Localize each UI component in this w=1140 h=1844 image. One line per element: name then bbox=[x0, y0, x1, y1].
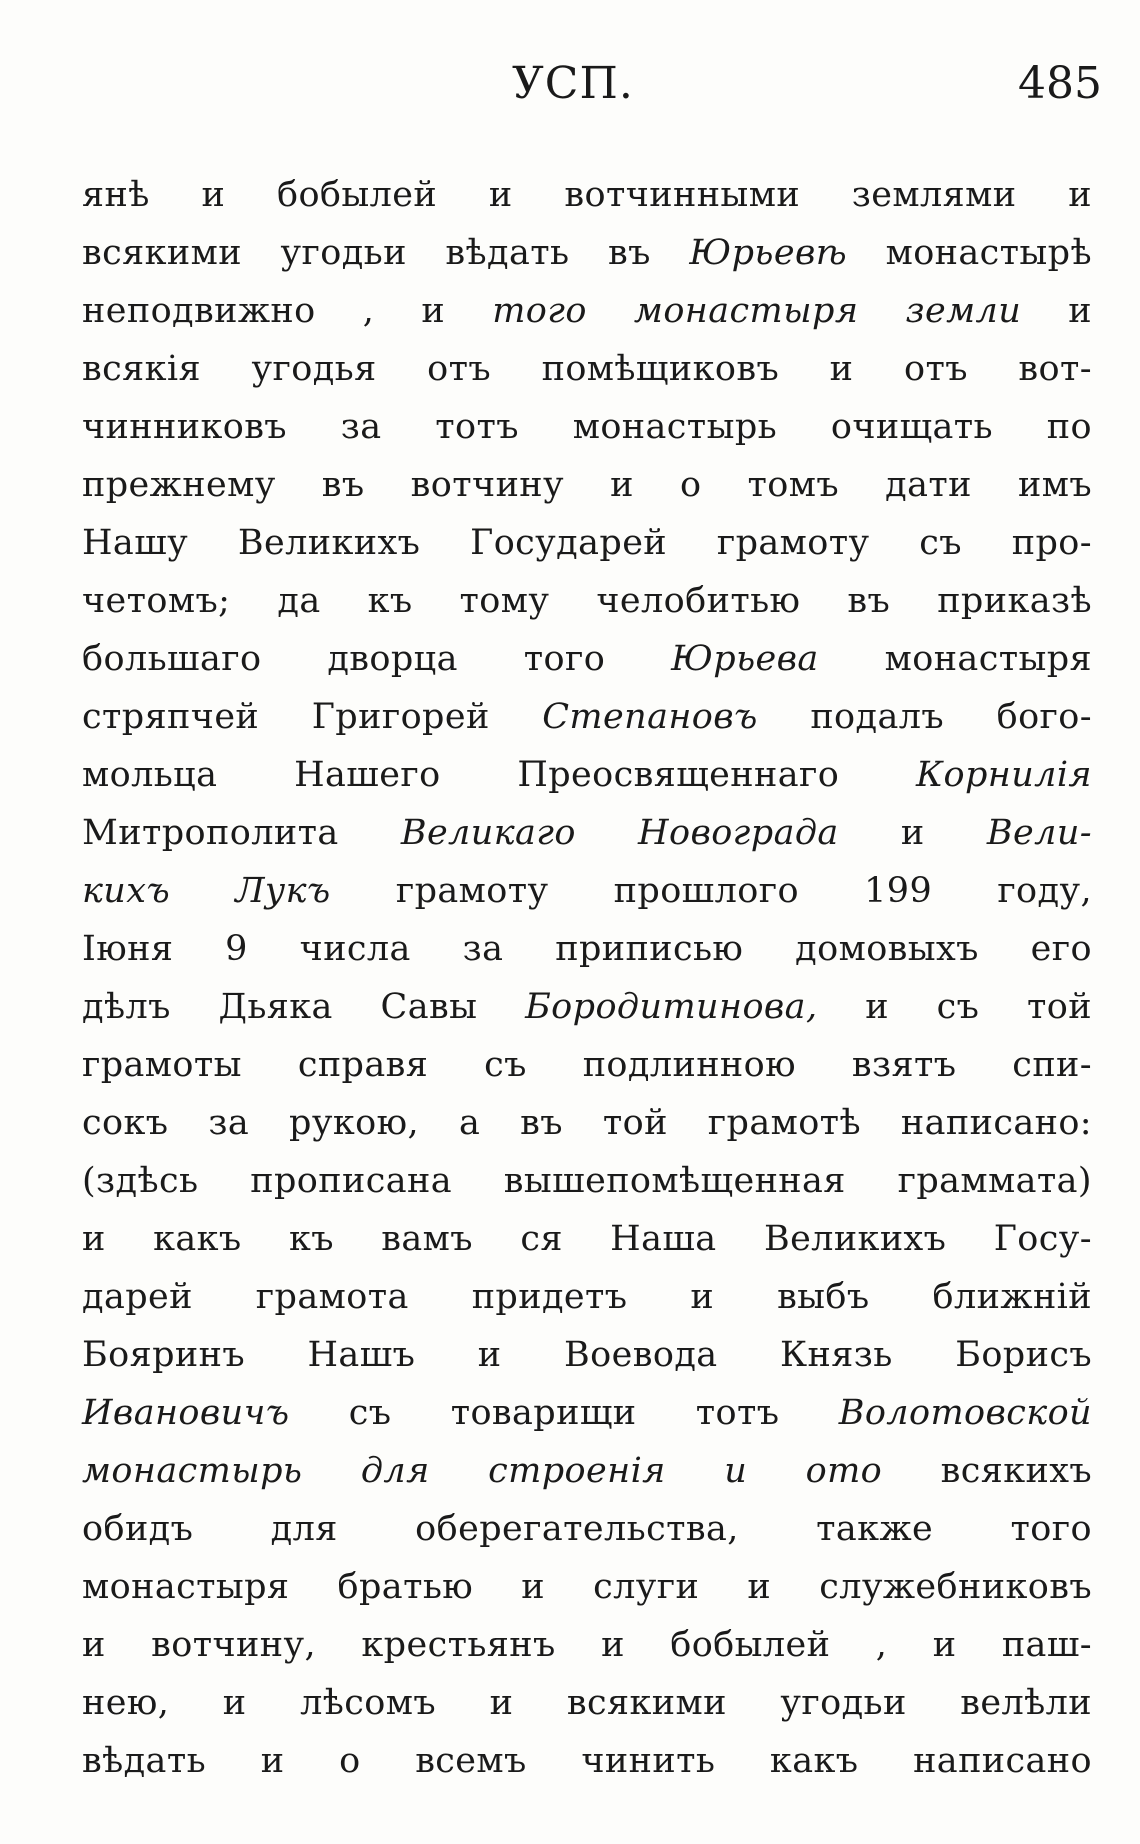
text-line bbox=[82, 688, 1092, 746]
text-segment: монастыря братью и слуги и служебниковъ bbox=[82, 1567, 1092, 1607]
text-segment: всякихъ bbox=[882, 1451, 1092, 1491]
text-segment: монастырѣ bbox=[847, 233, 1092, 273]
text-segment: и bbox=[1021, 291, 1092, 331]
text-segment: нею, и лѣсомъ и всякими угодьи велѣли bbox=[82, 1683, 1092, 1723]
italic-text-segment: Степановъ bbox=[542, 697, 758, 737]
text-segment: прежнему въ вотчину и о томъ дати имъ bbox=[82, 465, 1092, 505]
italic-text-segment: Ивановичъ bbox=[82, 1393, 290, 1433]
text-line bbox=[82, 224, 1092, 282]
text-segment: обидъ для оберегательства, также того bbox=[82, 1509, 1092, 1549]
text-line bbox=[82, 746, 1092, 804]
text-segment: и вотчину, крестьянъ и бобылей , и паш- bbox=[82, 1625, 1092, 1665]
text-segment: вѣдать и о всемъ чинить какъ написано bbox=[82, 1741, 1092, 1781]
text-segment: четомъ; да къ тому челобитью въ приказѣ bbox=[82, 581, 1092, 621]
text-segment: подалъ бого- bbox=[757, 697, 1092, 737]
italic-text-segment: Вели- bbox=[986, 813, 1092, 853]
text-line bbox=[82, 340, 1092, 398]
text-segment: монастыря bbox=[818, 639, 1092, 679]
italic-text-segment: Великаго Новограда bbox=[400, 813, 839, 853]
text-line bbox=[82, 862, 1092, 920]
italic-text-segment: того монастыря земли bbox=[492, 291, 1022, 331]
page-number: 485 bbox=[1018, 58, 1102, 109]
body-text bbox=[82, 166, 1092, 1790]
italic-text-segment: Юрьева bbox=[671, 639, 819, 679]
text-line bbox=[82, 1384, 1092, 1442]
text-line bbox=[82, 166, 1092, 224]
text-segment: большаго дворца того bbox=[82, 639, 672, 679]
italic-text-segment: Волотовской bbox=[838, 1393, 1092, 1433]
running-head: УСП. bbox=[512, 58, 634, 109]
italic-text-segment: Юрьевѣ bbox=[689, 233, 847, 273]
text-segment: мольца Нашего Преосвященнаго bbox=[82, 755, 916, 795]
page-header bbox=[0, 58, 1140, 118]
text-segment: неподвижно , и bbox=[82, 291, 493, 331]
text-segment: чинниковъ за тотъ монастырь очищать по bbox=[82, 407, 1092, 447]
text-line bbox=[82, 1326, 1092, 1384]
italic-text-segment: Бородитинова, bbox=[525, 987, 818, 1027]
text-line bbox=[82, 456, 1092, 514]
text-segment: стряпчей Григорей bbox=[82, 697, 543, 737]
text-line bbox=[82, 1036, 1092, 1094]
text-segment: грамоты справя съ подлинною взятъ спи- bbox=[82, 1045, 1092, 1085]
italic-text-segment: Корнилія bbox=[915, 755, 1092, 795]
text-line bbox=[82, 920, 1092, 978]
text-line bbox=[82, 514, 1092, 572]
text-segment: дѣлъ Дьяка Савы bbox=[82, 987, 526, 1027]
text-line bbox=[82, 804, 1092, 862]
text-segment: и съ той bbox=[817, 987, 1092, 1027]
text-line bbox=[82, 1210, 1092, 1268]
text-line bbox=[82, 1558, 1092, 1616]
text-line bbox=[82, 282, 1092, 340]
text-line bbox=[82, 1442, 1092, 1500]
text-line bbox=[82, 1152, 1092, 1210]
text-segment: дарей грамота придетъ и выбъ ближній bbox=[82, 1277, 1092, 1317]
text-line bbox=[82, 1616, 1092, 1674]
text-segment: Митрополита bbox=[82, 813, 401, 853]
text-segment: съ товарищи тотъ bbox=[289, 1393, 839, 1433]
text-line bbox=[82, 1500, 1092, 1558]
text-line bbox=[82, 572, 1092, 630]
text-line bbox=[82, 398, 1092, 456]
italic-text-segment: кихъ Лукъ bbox=[82, 871, 331, 911]
text-segment: Бояринъ Нашъ и Воевода Князь Борисъ bbox=[82, 1335, 1092, 1375]
text-segment: (здѣсь прописана вышепомѣщенная граммата) bbox=[82, 1161, 1092, 1201]
text-line bbox=[82, 1732, 1092, 1790]
text-segment: и какъ къ вамъ ся Наша Великихъ Госу- bbox=[82, 1219, 1092, 1259]
text-segment: грамоту прошлого 199 году, bbox=[330, 871, 1092, 911]
text-line bbox=[82, 1674, 1092, 1732]
text-segment: янѣ и бобылей и вотчинными землями и bbox=[82, 175, 1092, 215]
text-segment: всякими угодьи вѣдать въ bbox=[82, 233, 690, 273]
text-segment: Нашу Великихъ Государей грамоту съ про- bbox=[82, 523, 1092, 563]
text-line bbox=[82, 630, 1092, 688]
text-segment: Іюня 9 числа за приписью домовыхъ его bbox=[82, 929, 1092, 969]
text-line bbox=[82, 978, 1092, 1036]
italic-text-segment: монастырь для строенія и ото bbox=[82, 1451, 883, 1491]
text-segment: сокъ за рукою, а въ той грамотѣ написано: bbox=[82, 1103, 1092, 1143]
text-line bbox=[82, 1268, 1092, 1326]
text-segment: всякія угодья отъ помѣщиковъ и отъ вот- bbox=[82, 349, 1092, 389]
text-segment: и bbox=[838, 813, 987, 853]
text-line bbox=[82, 1094, 1092, 1152]
